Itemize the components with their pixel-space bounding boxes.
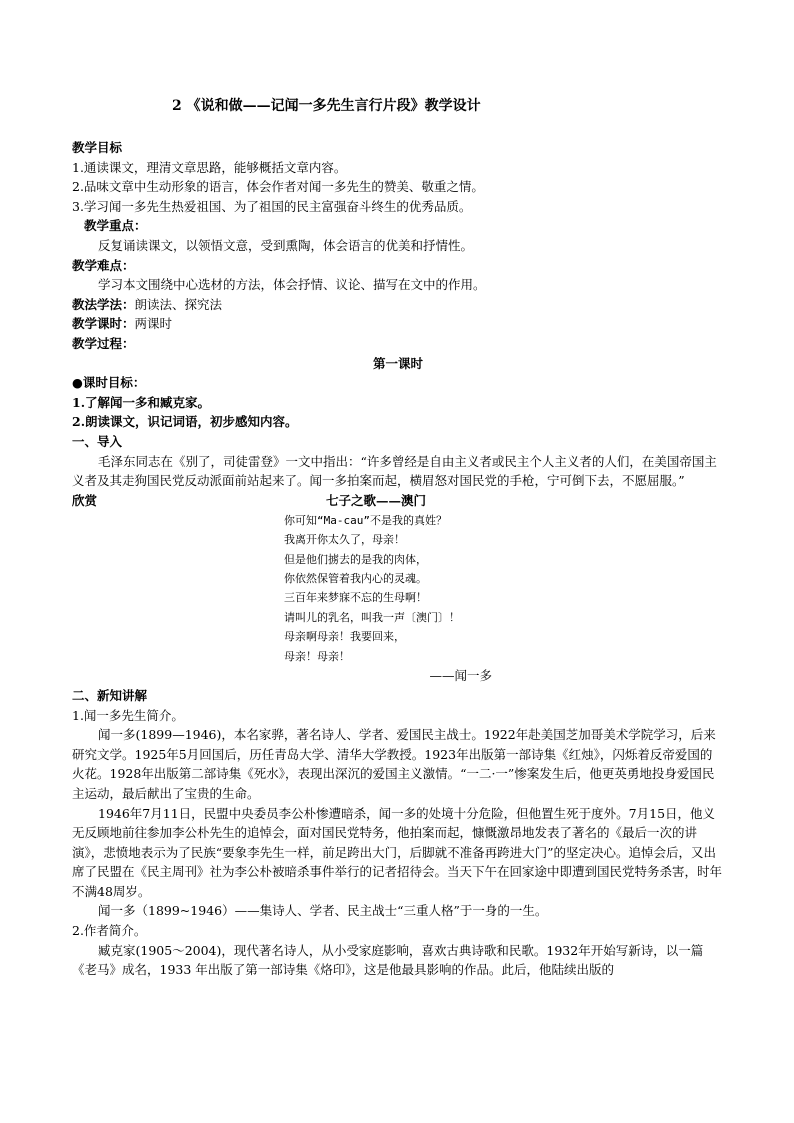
lesson-goal-item: 1.了解闻一多和臧克家。 <box>72 394 211 410</box>
poem-line: 母亲！母亲！ <box>284 649 350 663</box>
poem <box>284 511 724 666</box>
goals-heading: 教学目标 <box>72 140 123 155</box>
poem-line: 你依然保管着我内心的灵魂。 <box>284 571 427 585</box>
process-heading: 教学过程： <box>72 335 135 351</box>
poem-line: 母亲啊母亲！我要回来， <box>284 630 405 644</box>
section-intro-heading: 一、导入 <box>72 433 123 449</box>
difficulty-text: 学习本文围绕中心选材的方法，体会抒情、议论、描写在文中的作用。 <box>98 277 486 293</box>
hours-line <box>72 314 724 334</box>
poem-title: 七子之歌——澳门 <box>326 492 427 508</box>
wen-paragraph: 闻一多（1899~1946）——集诗人、学者、民主战士“三重人格”于一身的一生。 <box>98 903 548 919</box>
method-line <box>72 295 724 315</box>
poem-author: ——闻一多 <box>429 667 492 683</box>
goal-item: 2.品味文章中生动形象的语言，体会作者对闻一多先生的赞美、敬重之情。 <box>72 179 484 195</box>
poem-line: 你可知“Ma-cau”不是我的真姓？ <box>284 513 447 527</box>
zang-paragraph: 臧克家(1905～2004)，现代著名诗人，从小受家庭影响，喜欢古典诗歌和民歌。1932年开始写新诗，以一篇《老马》成名，1933 年出版了第一部诗集《烙印》，这是他最具影响的作品。此后，他陆续出版的 <box>72 942 704 978</box>
poem-line: 但是他们掳去的是我的肉体， <box>284 552 427 566</box>
hours-text: 两课时 <box>134 316 173 332</box>
lesson-title: 第一课时 <box>372 355 423 371</box>
poem-line: 三百年来梦寐不忘的生母啊！ <box>284 591 427 605</box>
method-text: 朗读法、探究法 <box>134 296 223 312</box>
poem-line: 我离开你太久了，母亲！ <box>284 533 405 547</box>
lesson-goal-item: 2.朗读课文，识记词语，初步感知内容。 <box>72 414 298 430</box>
document-title: 2 《说和做——记闻一多先生言行片段》教学设计 <box>172 98 481 114</box>
appreciate-label: 欣赏 <box>72 492 98 508</box>
wen-intro-heading: 1.闻一多先生简介。 <box>72 707 184 723</box>
goal-item: 1.通读课文，理清文章思路，能够概括文章内容。 <box>72 159 347 175</box>
key-points-heading: 教学重点： <box>84 218 147 234</box>
poem-line: 请叫儿的乳名，叫我一声〔澳门〕！ <box>284 610 460 624</box>
lesson-goals-heading: ●课时目标： <box>72 375 146 391</box>
author-intro-heading: 2.作者简介。 <box>72 923 147 939</box>
intro-paragraph: 毛泽东同志在《别了，司徒雷登》一文中指出：“许多曾经是自由主义者或民主个人主义者的人们，在美国帝国主义者及其走狗国民党反动派面前站起来了。闻一多拍案而起，横眉怒对国民党的手枪，宁可倒下去，不愿屈服。” <box>72 453 717 489</box>
key-points-text: 反复诵读课文，以领悟文意，受到熏陶，体会语言的优美和抒情性。 <box>98 237 474 253</box>
wen-paragraph: 1946年7月11日，民盟中央委员李公朴惨遭暗杀，闻一多的处境十分危险，但他置生死于度外。7月15日，他义无反顾地前往参加李公朴先生的追悼会，面对国民党特务，他拍案而起，慷慨激昂地发表了著名的《最后一次的讲演》，悲愤地表示为了民族“要象李先生一样，前足跨出大门，后脚就不准备再跨进大门”的坚定决心。追悼会后，又出席了民盟在《民主周刊》社为李公朴被暗杀事件举行的记者招待会。当天下午在回家途中即遭到国民党特务杀害，时年不满48周岁。 <box>72 805 723 899</box>
section-new-knowledge-heading: 二、新知讲解 <box>72 687 148 703</box>
poem-header <box>72 491 724 511</box>
wen-paragraph: 闻一多(1899—1946)，本名家骅，著名诗人、学者、爱国民主战士。1922年赴美国芝加哥美术学院学习，后来研究文学。1925年5月回国后，历任青岛大学、清华大学教授。1923年出版第一部诗集《红烛》，闪烁着反帝爱国的火花。1928年出版第二部诗集《死水》，表现出深沉的爱国主义激情。“一二·一”惨案发生后，他更英勇地投身爱国民主运动，最后献出了宝贵的生命。 <box>72 727 716 801</box>
document-body <box>72 96 724 980</box>
hours-label: 教学课时： <box>72 316 135 332</box>
method-label: 教法学法： <box>72 296 135 312</box>
difficulty-heading: 教学难点： <box>72 257 135 273</box>
goal-item: 3.学习闻一多先生热爱祖国、为了祖国的民主富强奋斗终生的优秀品质。 <box>72 198 472 214</box>
